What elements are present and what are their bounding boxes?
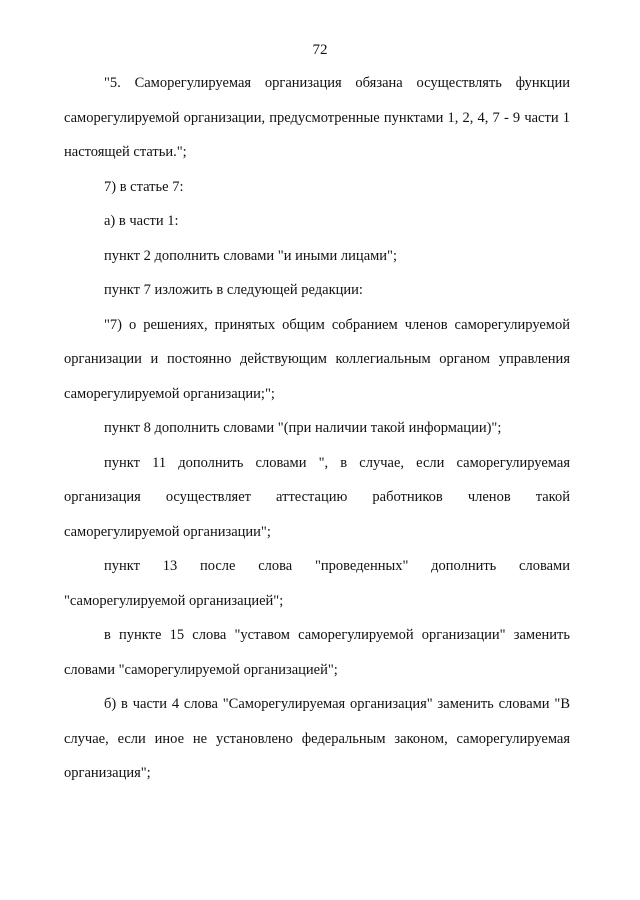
paragraph-3: а) в части 1:: [104, 213, 179, 229]
paragraph-6: "7) о решениях, принятых общим собранием членов саморегулируемой организации и постоянно действующим коллегиальным органом управления саморегулируемой организации;";: [64, 316, 570, 402]
page-number: 72: [312, 42, 328, 58]
paragraph-11: б) в части 4 слова "Саморегулируемая организация" заменить словами "В случае, если иное не установлено федеральным законом, саморегулируемая организация";: [64, 696, 570, 781]
paragraph-5: пункт 7 изложить в следующей редакции:: [104, 282, 363, 298]
document-body: [64, 66, 570, 791]
paragraph-2: 7) в статье 7:: [104, 178, 184, 195]
paragraph-9: пункт 13 после слова "проведенных" дополнить словами "саморегулируемой организацией";: [64, 558, 570, 609]
paragraph-7: пункт 8 дополнить словами "(при наличии такой информации)";: [104, 420, 502, 436]
paragraph-1: "5. Саморегулируемая организация обязана осуществлять функции саморегулируемой организации, предусмотренные пунктами 1, 2, 4, 7 - 9 части 1 настоящей статьи.";: [64, 75, 570, 160]
paragraph-4: пункт 2 дополнить словами "и иными лицами";: [104, 247, 398, 264]
paragraph-10: в пункте 15 слова "уставом саморегулируемой организации" заменить словами "саморегулируемой организацией";: [64, 627, 570, 678]
paragraph-8: пункт 11 дополнить словами ", в случае, если саморегулируемая организация осуществляет аттестацию работников членов такой саморегулируемой организации";: [64, 454, 570, 540]
